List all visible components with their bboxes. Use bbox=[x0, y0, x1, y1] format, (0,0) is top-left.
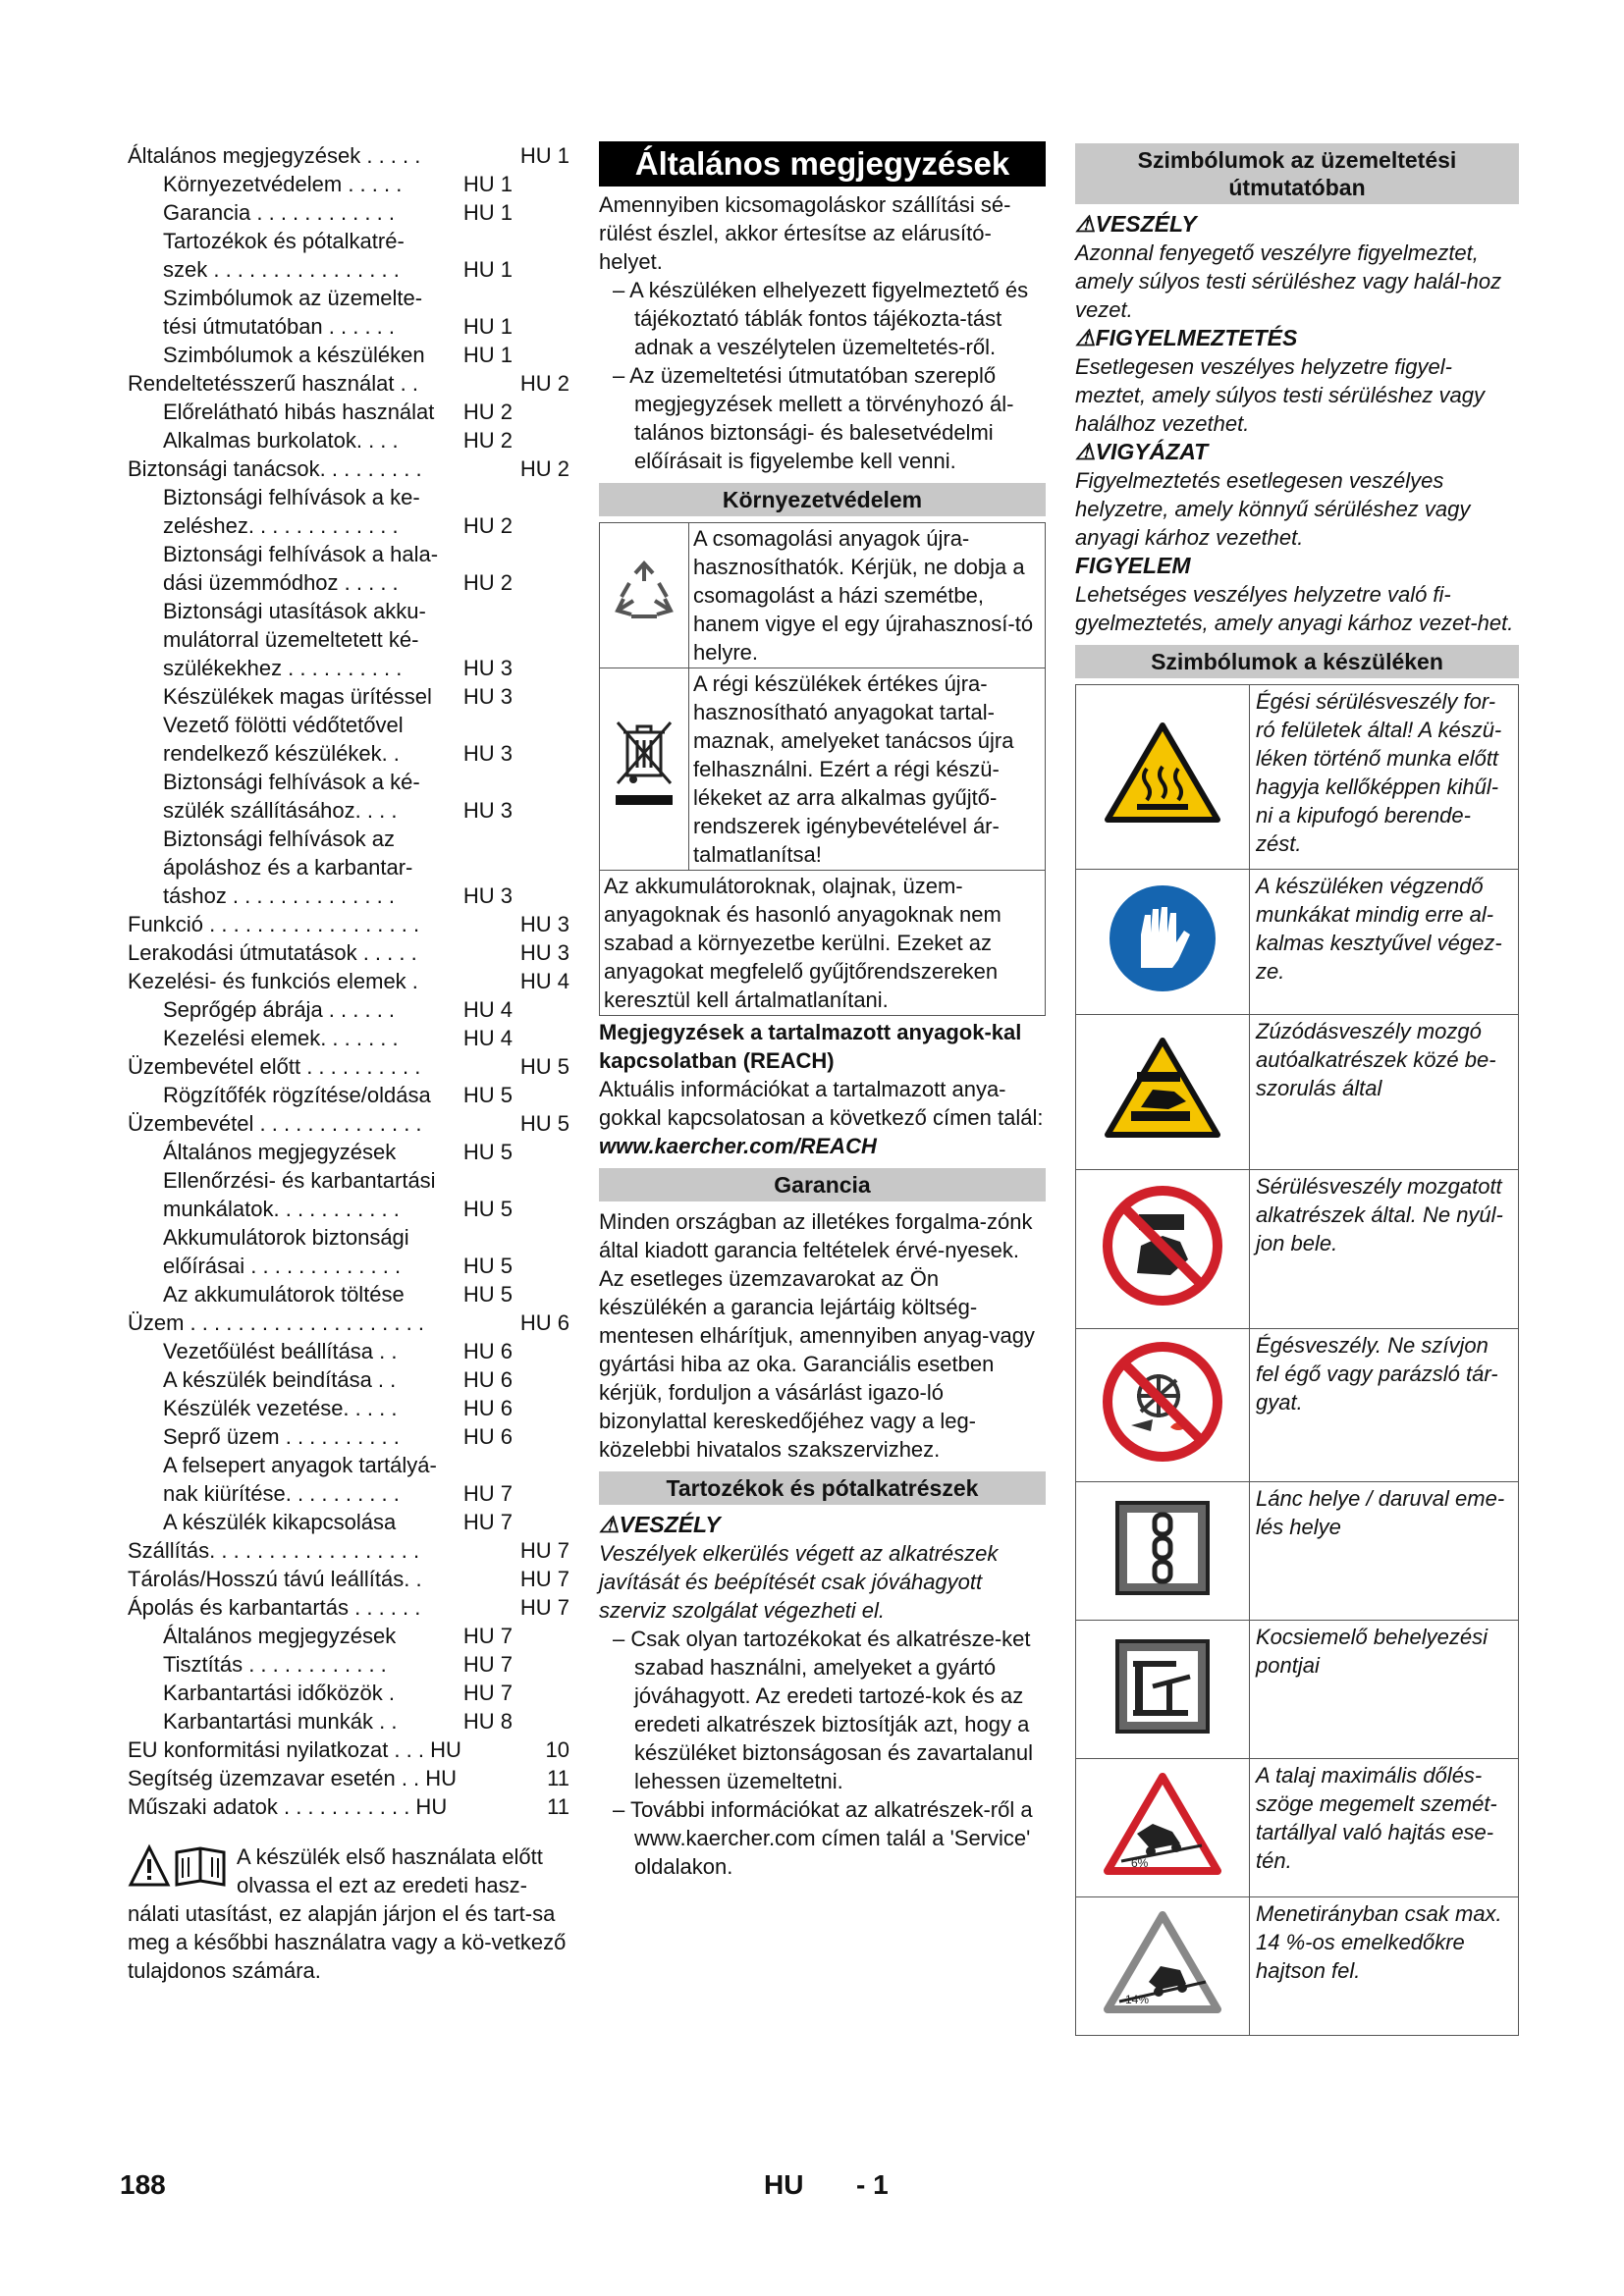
toc-entry-page: HU 5 bbox=[516, 1052, 569, 1081]
toc-entry-page: HU 7 bbox=[460, 1479, 513, 1508]
slope-label-14: 14% bbox=[1125, 1992, 1150, 2006]
toc-entry[interactable] bbox=[128, 398, 569, 426]
parts-heading: Tartozékok és pótalkatrészek bbox=[599, 1471, 1046, 1505]
toc-entry-title: Környezetvédelem . . . . . bbox=[163, 172, 403, 196]
toc-entry-title: Általános megjegyzések bbox=[163, 1624, 397, 1648]
toc-entry-page: HU 3 bbox=[460, 739, 513, 768]
toc-entry[interactable] bbox=[128, 284, 569, 341]
toc-entry-title: Műszaki adatok . . . . . . . . . . . HU bbox=[128, 1794, 448, 1819]
env-weee-text: A régi készülékek értékes újra-hasznosítható anyagokat tartal-maznak, amelyeket tanácsos újra felhasználni. Ezért a régi készü-lékeket az arra alkalmas gyűjtő-rendszerek igénybevételével ár-talmatlanítsa! bbox=[689, 668, 1046, 871]
toc-entry-title: Lerakodási útmutatások . . . . . bbox=[128, 940, 417, 965]
level-label: ⚠VESZÉLY bbox=[1075, 211, 1197, 237]
max-tilt-icon bbox=[1076, 1759, 1250, 1897]
toc-entry[interactable] bbox=[128, 1451, 569, 1508]
toc-entry-page: HU 3 bbox=[460, 796, 513, 825]
level-label: ⚠VIGYÁZAT bbox=[1075, 439, 1209, 464]
toc-entry-title: EU konformitási nyilatkozat . . . HU bbox=[128, 1737, 461, 1762]
hot-surface-icon bbox=[1076, 685, 1250, 870]
toc-entry[interactable] bbox=[128, 426, 569, 454]
toc-entry[interactable] bbox=[128, 1365, 569, 1394]
toc-entry-title: Karbantartási időközök . bbox=[163, 1681, 396, 1705]
toc-entry-title: Tárolás/Hosszú távú leállítás. . bbox=[128, 1567, 422, 1591]
symbol-text: Zúzódásveszély mozgó autóalkatrészek közé be-szorulás által bbox=[1250, 1015, 1519, 1170]
toc-entry-page: HU 5 bbox=[460, 1195, 513, 1223]
toc-entry-title: Készülék vezetése. . . . . bbox=[163, 1396, 398, 1420]
toc-entry-title: Biztonsági felhívások az ápoláshoz és a karbantar-táshoz . . . . . . . . . . . . . . bbox=[163, 827, 413, 908]
level-label: ⚠FIGYELMEZTETÉS bbox=[1075, 325, 1298, 350]
toc-entry[interactable] bbox=[128, 1081, 569, 1109]
toc-entry-page: HU 5 bbox=[460, 1280, 513, 1308]
toc-entry[interactable] bbox=[128, 341, 569, 369]
toc-entry-title: Általános megjegyzések . . . . . bbox=[128, 143, 421, 168]
toc-entry-title: Biztonsági felhívások a ké-szülék szállításához. . . . bbox=[163, 770, 420, 823]
toc-entry-page: HU 7 bbox=[460, 1650, 513, 1679]
toc-entry[interactable] bbox=[128, 454, 569, 483]
toc-entry-title: Készülékek magas ürítéssel bbox=[163, 684, 432, 709]
no-burning-objects-icon bbox=[1076, 1329, 1250, 1482]
max-incline-icon bbox=[1076, 1897, 1250, 2036]
toc-entry[interactable] bbox=[128, 1308, 569, 1337]
language-code: HU bbox=[764, 2169, 804, 2200]
slope-label-6: 6% bbox=[1131, 1855, 1149, 1870]
toc-entry-page: 11 bbox=[543, 1792, 569, 1821]
device-symbols-table bbox=[1075, 684, 1519, 2036]
toc-entry[interactable] bbox=[128, 1138, 569, 1166]
toc-entry-page: HU 2 bbox=[460, 568, 513, 597]
toc-entry-page: HU 1 bbox=[460, 170, 513, 198]
toc-entry[interactable] bbox=[128, 1166, 569, 1223]
toc-entry-page: HU 2 bbox=[516, 369, 569, 398]
toc-entry[interactable] bbox=[128, 711, 569, 768]
symbol-text: Égésveszély. Ne szívjon fel égő vagy parázsló tár-gyat. bbox=[1250, 1329, 1519, 1482]
toc-entry-page: HU 2 bbox=[460, 426, 513, 454]
toc-entry[interactable] bbox=[128, 141, 569, 170]
toc-entry[interactable] bbox=[128, 825, 569, 910]
device-symbols-heading: Szimbólumok a készüléken bbox=[1075, 645, 1519, 678]
toc-entry-title: Alkalmas burkolatok. . . . bbox=[163, 428, 399, 453]
level-text: Azonnal fenyegető veszélyre figyelmeztet, amely súlyos testi sérüléshez vagy halál-hoz vezet. bbox=[1075, 240, 1502, 322]
toc-entry[interactable] bbox=[128, 768, 569, 825]
toc-entry-title: Seprő üzem . . . . . . . . . . bbox=[163, 1424, 400, 1449]
toc-entry-page: HU 6 bbox=[460, 1365, 513, 1394]
symbols-column bbox=[1075, 141, 1519, 2036]
toc-entry-title: Segítség üzemzavar esetén . . HU bbox=[128, 1766, 458, 1790]
list-item: – Az üzemeltetési útmutatóban szereplő megjegyzések mellett a törvényhozó ál-talános biztonsági- és balesetvédelmi előírásait is figyelembe kell venni. bbox=[613, 363, 1014, 473]
env-oil-text: Az akkumulátoroknak, olajnak, üzem-anyagoknak és hasonló anyagoknak nem szabad a környezetbe kerülni. Ezeket az anyagokat megfelelő gyűjtőrendszereken keresztül kell ártalmatlanítani. bbox=[600, 871, 1046, 1016]
symbol-text: A készüléken végzendő munkákat mindig erre al-kalmas kesztyűvel végez-ze. bbox=[1250, 870, 1519, 1015]
symbol-text: Kocsiemelő behelyezési pontjai bbox=[1250, 1621, 1519, 1759]
toc-entry-page: HU 8 bbox=[460, 1707, 513, 1735]
toc-entry[interactable] bbox=[128, 682, 569, 711]
toc-entry-page: HU 4 bbox=[460, 1024, 513, 1052]
env-recycle-text: A csomagolási anyagok újra-hasznosíthatók. Kérjük, ne dobja a csomagolást a házi szemétbe, hanem vigye el egy újrahasznosí-tó helyre. bbox=[689, 523, 1046, 668]
warranty-heading: Garancia bbox=[599, 1168, 1046, 1201]
toc-entry-page: HU 4 bbox=[460, 995, 513, 1024]
toc-entry[interactable] bbox=[128, 170, 569, 198]
toc-entry-page: HU 6 bbox=[460, 1337, 513, 1365]
no-reach-in-icon bbox=[1076, 1170, 1250, 1329]
toc-entry[interactable] bbox=[128, 1792, 569, 1821]
toc-entry[interactable] bbox=[128, 1109, 569, 1138]
toc-entry-page: 10 bbox=[542, 1735, 569, 1764]
parts-danger-text: Veszélyek elkerülés végett az alkatrészek javítását és beépítését csak jóváhagyott szerviz szolgálat végezheti el. bbox=[599, 1541, 999, 1623]
chain-lifting-point-icon bbox=[1076, 1482, 1250, 1621]
toc-entry-page: HU 1 bbox=[460, 198, 513, 227]
toc-entry[interactable] bbox=[128, 540, 569, 597]
toc-entry[interactable] bbox=[128, 1565, 569, 1593]
env-table bbox=[599, 522, 1046, 1016]
first-use-note bbox=[128, 1842, 569, 1985]
warranty-text: Minden országban az illetékes forgalma-zónk által kiadott garancia feltételek érvé-nyesek. Az esetleges üzemzavarokat az Ön készülékén a garancia lejártáig költség-mentesen elhárítjuk, amennyiben anyag-vagy gyártási hiba az oka. Garanciális esetben kérjük, forduljon a vásárlást igazo-ló bizonylattal kereskedőjéhez vagy a leg-közelebbi hivatalos szakszervizhez. bbox=[599, 1209, 1035, 1462]
toc-entry-title: A felsepert anyagok tartályá-nak kiürítése. . . . . . . . . . bbox=[163, 1453, 437, 1506]
gloves-icon bbox=[1076, 870, 1250, 1015]
toc-entry[interactable] bbox=[128, 1394, 569, 1422]
general-notes-title: Általános megjegyzések bbox=[599, 141, 1046, 187]
reach-link[interactable]: www.kaercher.com/REACH bbox=[599, 1134, 877, 1158]
level-label: FIGYELEM bbox=[1075, 553, 1191, 578]
toc-entry[interactable] bbox=[128, 1024, 569, 1052]
toc-entry[interactable] bbox=[128, 227, 569, 284]
jack-point-icon bbox=[1076, 1621, 1250, 1759]
toc-entry-title: Biztonsági felhívások a hala-dási üzemmódhoz . . . . . bbox=[163, 542, 439, 595]
toc-entry-title: Szimbólumok az üzemelte-tési útmutatóban . . . . . . bbox=[163, 286, 423, 339]
toc-entry[interactable] bbox=[128, 995, 569, 1024]
toc-entry-title: Biztonsági felhívások a ke-zeléshez. . . . . . . . . . . . . bbox=[163, 485, 420, 538]
toc-entry-page: 11 bbox=[543, 1764, 569, 1792]
crossed-bin-icon bbox=[600, 668, 689, 871]
intro-paragraph: Amennyiben kicsomagoláskor szállítási sé-rülést észlel, akkor értesítse az elárusító-helyet. bbox=[599, 192, 1011, 274]
toc-entry-title: Az akkumulátorok töltése bbox=[163, 1282, 405, 1307]
danger-levels bbox=[1075, 210, 1519, 637]
env-heading: Környezetvédelem bbox=[599, 483, 1046, 516]
toc-entry-title: Rendeltetésszerű használat . . bbox=[128, 371, 418, 396]
toc-entry-title: Karbantartási munkák . . bbox=[163, 1709, 398, 1734]
toc-list bbox=[128, 141, 569, 1821]
toc-entry-page: HU 3 bbox=[460, 654, 513, 682]
level-text: Esetlegesen veszélyes helyzetre figyel-meztet, amely súlyos testi sérüléshez vagy halálhoz vezethet. bbox=[1075, 354, 1485, 436]
toc-entry-title: Ápolás és karbantartás . . . . . . bbox=[128, 1595, 421, 1620]
toc-entry[interactable] bbox=[128, 1052, 569, 1081]
toc-entry-title: Kezelési elemek. . . . . . . bbox=[163, 1026, 399, 1050]
toc-entry[interactable] bbox=[128, 1280, 569, 1308]
toc-entry-page: HU 6 bbox=[516, 1308, 569, 1337]
toc-entry[interactable] bbox=[128, 1422, 569, 1451]
toc-entry-page: HU 3 bbox=[516, 938, 569, 967]
warning-manual-icon bbox=[128, 1842, 231, 1888]
toc-entry-title: A készülék beindítása . . bbox=[163, 1367, 397, 1392]
list-item: – További információkat az alkatrészek-ről a www.kaercher.com címen talál a 'Service' oldalakon. bbox=[613, 1797, 1033, 1879]
toc-entry-title: Előrelátható hibás használat bbox=[163, 400, 435, 424]
parts-danger-label: ⚠VESZÉLY bbox=[599, 1512, 721, 1537]
toc-entry-title: Kezelési- és funkciós elemek . bbox=[128, 969, 418, 993]
toc-entry[interactable] bbox=[128, 938, 569, 967]
toc-entry[interactable] bbox=[128, 597, 569, 682]
toc-entry-page: HU 1 bbox=[460, 312, 513, 341]
toc-entry-title: Szállítás. . . . . . . . . . . . . . . . . . bbox=[128, 1538, 420, 1563]
toc-entry-title: A készülék kikapcsolása bbox=[163, 1510, 397, 1534]
toc-entry-page: HU 2 bbox=[460, 398, 513, 426]
toc-entry-page: HU 7 bbox=[516, 1536, 569, 1565]
toc-entry-title: Vezetőülést beállítása . . bbox=[163, 1339, 398, 1363]
toc-entry[interactable] bbox=[128, 369, 569, 398]
toc-entry-title: Garancia . . . . . . . . . . . . bbox=[163, 200, 395, 225]
toc-entry-page: HU 7 bbox=[460, 1679, 513, 1707]
symbol-text: Lánc helye / daruval eme-lés helye bbox=[1250, 1482, 1519, 1621]
toc-entry[interactable] bbox=[128, 1707, 569, 1735]
toc-entry[interactable] bbox=[128, 1593, 569, 1622]
symbol-text: A talaj maximális dőlés-szöge megemelt szemét-tartállyal való hajtás ese-tén. bbox=[1250, 1759, 1519, 1897]
list-item: – Csak olyan tartozékokat és alkatrésze-ket szabad használni, amelyeket a gyártó jóváhagyott. Az eredeti tartozé-kok és az eredeti alkatrészek biztosítják azt, hogy a készüléket biztonságosan és zavartalanul lehessen üzemeltetni. bbox=[613, 1627, 1034, 1793]
toc-entry[interactable] bbox=[128, 1337, 569, 1365]
level-text: Lehetséges veszélyes helyzetre való fi-gyelmeztetés, amely anyagi kárhoz vezet-het. bbox=[1075, 582, 1514, 635]
toc-entry-title: Üzem . . . . . . . . . . . . . . . . . . . . bbox=[128, 1310, 424, 1335]
toc-entry-page: HU 5 bbox=[516, 1109, 569, 1138]
toc-entry[interactable] bbox=[128, 1764, 569, 1792]
toc-entry-page: HU 2 bbox=[460, 511, 513, 540]
toc-entry-page: HU 3 bbox=[516, 910, 569, 938]
toc-entry-page: HU 1 bbox=[460, 255, 513, 284]
toc-entry-title: Tisztítás . . . . . . . . . . . . bbox=[163, 1652, 387, 1677]
toc-entry-page: HU 7 bbox=[516, 1565, 569, 1593]
toc-entry-page: HU 3 bbox=[460, 682, 513, 711]
toc-entry-page: HU 5 bbox=[460, 1081, 513, 1109]
toc-entry[interactable] bbox=[128, 1508, 569, 1536]
toc-entry-page: HU 6 bbox=[460, 1394, 513, 1422]
toc-entry-title: Általános megjegyzések bbox=[163, 1140, 397, 1164]
toc-entry-title: Vezető fölötti védőtetővel rendelkező készülékek. . bbox=[163, 713, 404, 766]
toc-entry-title: Akkumulátorok biztonsági előírásai . . . . . . . . . . . . . bbox=[163, 1225, 409, 1278]
toc-entry-page: HU 7 bbox=[460, 1622, 513, 1650]
toc-entry[interactable] bbox=[128, 198, 569, 227]
toc-entry[interactable] bbox=[128, 1223, 569, 1280]
crush-hazard-icon bbox=[1076, 1015, 1250, 1170]
toc-entry-title: Szimbólumok a készüléken bbox=[163, 343, 425, 367]
reach-text: Aktuális információkat a tartalmazott anya-gokkal kapcsolatosan a következő címen talál: bbox=[599, 1077, 1044, 1130]
table-of-contents bbox=[128, 141, 569, 1985]
toc-entry[interactable] bbox=[128, 1536, 569, 1565]
general-notes-column bbox=[599, 141, 1046, 1881]
symbol-text: Sérülésveszély mozgatott alkatrészek által. Ne nyúl-jon bele. bbox=[1250, 1170, 1519, 1329]
page-number: 188 bbox=[120, 2169, 166, 2200]
toc-entry-title: Tartozékok és pótalkatré-szek . . . . . . . . . . . . . . . . bbox=[163, 229, 405, 282]
toc-entry[interactable] bbox=[128, 967, 569, 995]
toc-entry-title: Üzembevétel . . . . . . . . . . . . . . bbox=[128, 1111, 422, 1136]
toc-entry[interactable] bbox=[128, 1622, 569, 1650]
toc-entry[interactable] bbox=[128, 910, 569, 938]
toc-entry-page: HU 6 bbox=[460, 1422, 513, 1451]
toc-entry[interactable] bbox=[128, 483, 569, 540]
toc-entry-page: HU 2 bbox=[516, 454, 569, 483]
toc-entry-title: Funkció . . . . . . . . . . . . . . . . . . bbox=[128, 912, 420, 936]
toc-entry[interactable] bbox=[128, 1679, 569, 1707]
list-item: – A készüléken elhelyezett figyelmeztető és tájékoztató táblák fontos tájékozta-tást adnak a veszélytelen üzemeltetés-ről. bbox=[613, 278, 1029, 359]
toc-entry-page: HU 1 bbox=[516, 141, 569, 170]
toc-entry-title: Rögzítőfék rögzítése/oldása bbox=[163, 1083, 431, 1107]
recycle-icon bbox=[600, 523, 689, 668]
toc-entry[interactable] bbox=[128, 1735, 569, 1764]
toc-entry-page: HU 1 bbox=[460, 341, 513, 369]
toc-entry-page: HU 3 bbox=[460, 881, 513, 910]
manual-symbols-heading: Szimbólumok az üzemeltetési útmutatóban bbox=[1075, 143, 1519, 204]
toc-entry-page: HU 4 bbox=[516, 967, 569, 995]
symbol-text: Menetirányban csak max. 14 %-os emelkedőkre hajtson fel. bbox=[1250, 1897, 1519, 2036]
toc-entry-title: Biztonsági tanácsok. . . . . . . . . bbox=[128, 456, 422, 481]
first-use-note-text: A készülék első használata előtt olvassa el ezt az eredeti hasz-nálati utasítást, ez alapján járjon el és tart-sa meg a későbbi használatra vagy a kö-vetkező tulajdonos számára. bbox=[128, 1844, 567, 1983]
toc-entry-page: HU 7 bbox=[516, 1593, 569, 1622]
symbol-text: Égési sérülésveszély for-ró felületek által! A készü-léken történő munka előtt hagyja kellőképpen kihűl-ni a kipufogó berende-zést. bbox=[1250, 685, 1519, 870]
toc-entry-title: Seprőgép ábrája . . . . . . bbox=[163, 997, 396, 1022]
level-text: Figyelmeztetés esetlegesen veszélyes helyzetre, amely könnyű sérüléshez vagy anyagi kárhoz vezethet. bbox=[1075, 468, 1471, 550]
toc-entry-title: Biztonsági utasítások akku-mulátorral üzemeltetett ké-szülékekhez . . . . . . . . . . bbox=[163, 599, 426, 680]
toc-entry-title: Ellenőrzési- és karbantartási munkálatok. . . . . . . . . . . bbox=[163, 1168, 436, 1221]
toc-entry-page: HU 5 bbox=[460, 1138, 513, 1166]
toc-entry-title: Üzembevétel előtt . . . . . . . . . . bbox=[128, 1054, 421, 1079]
section-page-number: - 1 bbox=[856, 2169, 889, 2200]
reach-heading: Megjegyzések a tartalmazott anyagok-kal kapcsolatban (REACH) bbox=[599, 1020, 1022, 1073]
toc-entry-page: HU 5 bbox=[460, 1252, 513, 1280]
toc-entry-page: HU 7 bbox=[460, 1508, 513, 1536]
toc-entry[interactable] bbox=[128, 1650, 569, 1679]
